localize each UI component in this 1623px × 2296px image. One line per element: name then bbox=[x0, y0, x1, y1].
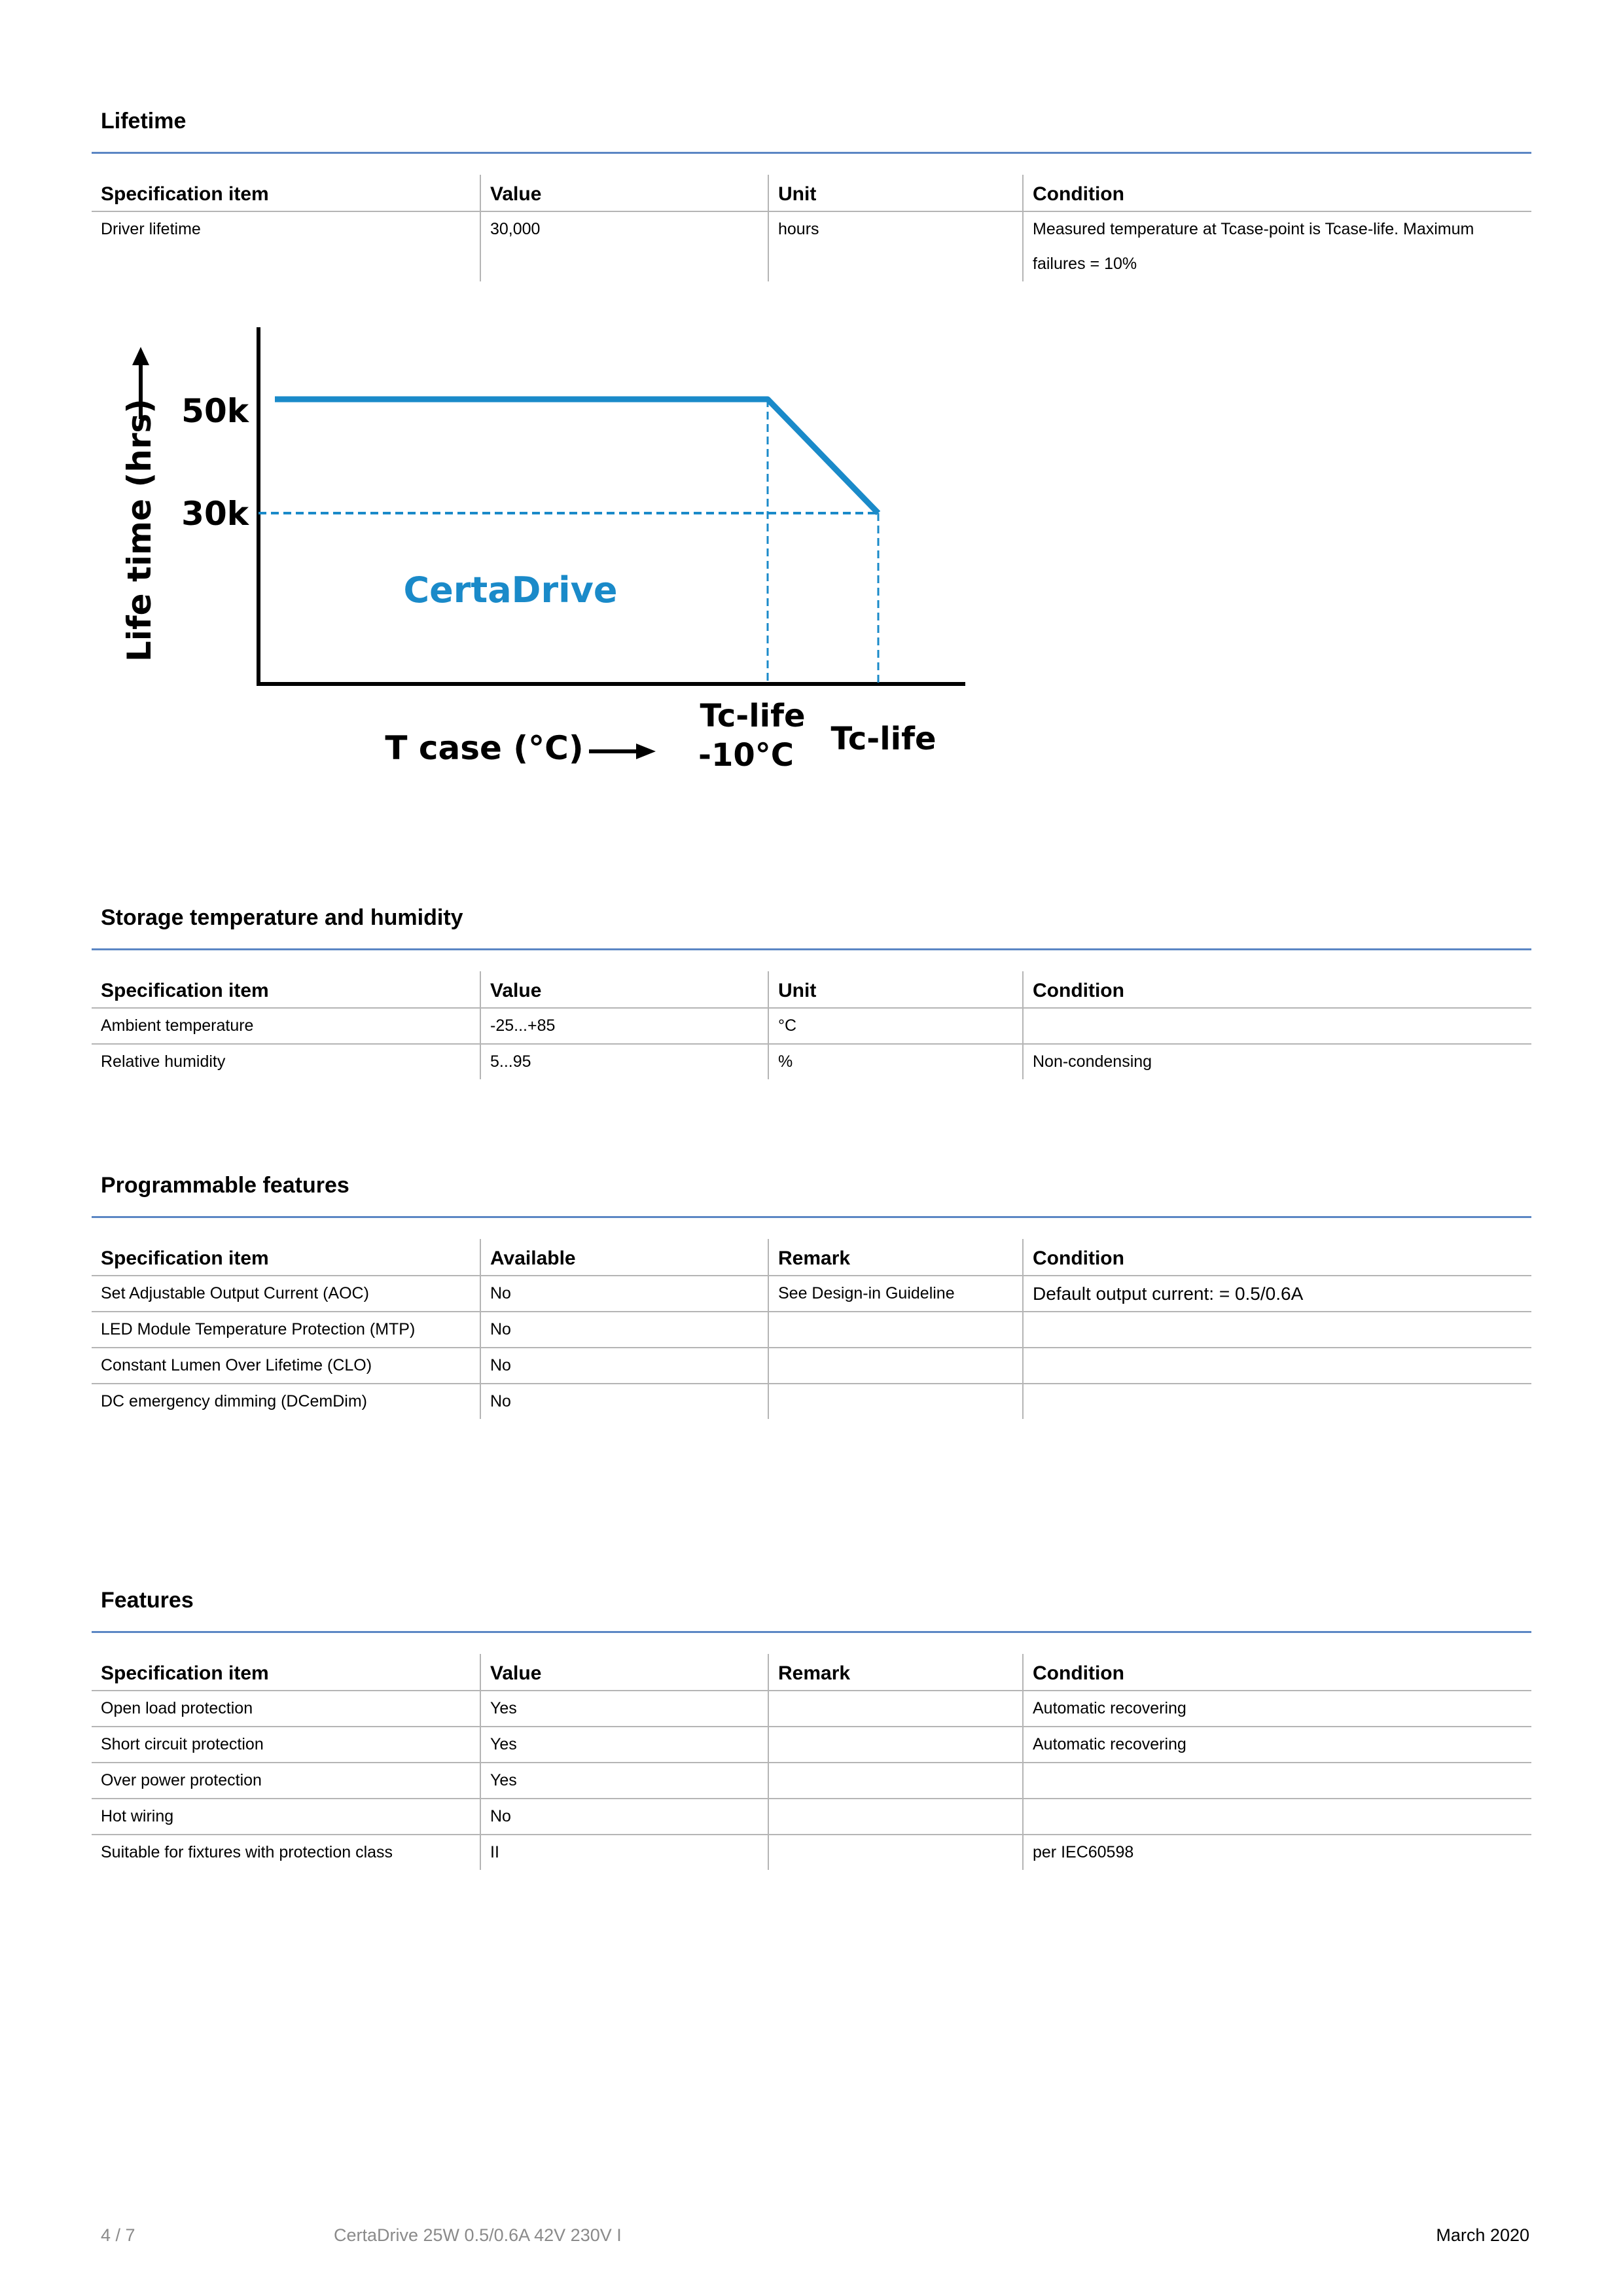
table-cell bbox=[768, 1348, 1023, 1384]
table-cell: hours bbox=[768, 211, 1023, 281]
table-cell: No bbox=[480, 1348, 768, 1384]
table-cell: -25...+85 bbox=[480, 1008, 768, 1044]
section-divider bbox=[92, 1216, 1531, 1218]
table-row bbox=[92, 1691, 1531, 1727]
table-row bbox=[92, 1044, 1531, 1079]
table-cell bbox=[1023, 1348, 1531, 1384]
lifetime-section bbox=[92, 105, 1531, 281]
table-row bbox=[92, 1799, 1531, 1835]
table-cell bbox=[768, 1727, 1023, 1763]
table-cell: No bbox=[480, 1384, 768, 1419]
document-date: March 2020 bbox=[1436, 2225, 1529, 2245]
table-cell bbox=[768, 1312, 1023, 1348]
table-cell: Constant Lumen Over Lifetime (CLO) bbox=[92, 1348, 480, 1384]
section-title: Lifetime bbox=[101, 109, 187, 134]
y-tick-label: 50k bbox=[181, 392, 249, 430]
x-axis-arrow bbox=[589, 744, 656, 759]
table-cell bbox=[1023, 1312, 1531, 1348]
table-cell bbox=[768, 1763, 1023, 1799]
table-cell bbox=[1023, 1008, 1531, 1044]
column-header: Remark bbox=[768, 1654, 1023, 1691]
table-header-row bbox=[92, 1239, 1531, 1276]
table-row bbox=[92, 1763, 1531, 1799]
column-header: Specification item bbox=[92, 175, 480, 211]
chart-axes bbox=[257, 327, 965, 684]
column-header: Unit bbox=[768, 175, 1023, 211]
lifetime-series-line bbox=[275, 399, 878, 513]
section-divider bbox=[92, 152, 1531, 154]
table-row bbox=[92, 1276, 1531, 1312]
table-cell: Suitable for fixtures with protection class bbox=[101, 1843, 393, 1861]
column-header: Value bbox=[480, 1654, 768, 1691]
lifetime-table bbox=[92, 175, 1531, 281]
table-row bbox=[92, 1727, 1531, 1763]
table-row bbox=[92, 1008, 1531, 1044]
table-cell: % bbox=[768, 1044, 1023, 1079]
table-cell: No bbox=[480, 1799, 768, 1835]
page-number: 4 / 7 bbox=[101, 2225, 135, 2245]
table-cell bbox=[768, 1691, 1023, 1727]
table-row bbox=[92, 1312, 1531, 1348]
table-cell: II bbox=[480, 1835, 768, 1870]
product-name: CertaDrive 25W 0.5/0.6A 42V 230V I bbox=[334, 2225, 622, 2245]
table-cell: LED Module Temperature Protection (MTP) bbox=[92, 1312, 480, 1348]
column-header: Available bbox=[480, 1239, 768, 1276]
table-cell: per IEC60598 bbox=[1023, 1835, 1531, 1870]
column-header: Condition bbox=[1023, 1239, 1531, 1276]
column-header: Value bbox=[480, 971, 768, 1008]
lifetime-derating-chart bbox=[98, 314, 982, 798]
table-row bbox=[92, 211, 1531, 281]
table-cell: Relative humidity bbox=[101, 1052, 226, 1071]
x-tick-label: Tc-life -10°C bbox=[698, 698, 806, 774]
table-cell: Yes bbox=[480, 1691, 768, 1727]
programmable-table bbox=[92, 1239, 1531, 1419]
table-cell: Hot wiring bbox=[92, 1799, 480, 1835]
section-title: Features bbox=[101, 1588, 194, 1613]
table-cell bbox=[1023, 1799, 1531, 1835]
storage-table bbox=[92, 971, 1531, 1079]
table-cell: Short circuit protection bbox=[92, 1727, 480, 1763]
column-header: Specification item bbox=[92, 1654, 480, 1691]
x-tick-label: Tc-life bbox=[830, 721, 936, 757]
table-cell bbox=[1023, 1763, 1531, 1799]
table-cell: Ambient temperature bbox=[92, 1008, 480, 1044]
table-cell: Automatic recovering bbox=[1023, 1691, 1531, 1727]
table-cell: Driver lifetime bbox=[101, 220, 201, 238]
section-title: Storage temperature and humidity bbox=[101, 905, 463, 930]
column-header: Specification item bbox=[92, 971, 480, 1008]
y-axis-label: Life time (hrs) bbox=[120, 398, 158, 662]
table-cell: Over power protection bbox=[92, 1763, 480, 1799]
column-header: Condition bbox=[1023, 1654, 1531, 1691]
section-title: Programmable features bbox=[101, 1173, 349, 1198]
column-header: Value bbox=[480, 175, 768, 211]
column-header: Unit bbox=[768, 971, 1023, 1008]
table-cell: No bbox=[480, 1312, 768, 1348]
table-cell: °C bbox=[768, 1008, 1023, 1044]
programmable-section bbox=[92, 1169, 1531, 1419]
table-header-row bbox=[92, 175, 1531, 211]
chart-watermark: CertaDrive bbox=[403, 569, 618, 611]
y-tick-label: 30k bbox=[181, 495, 249, 533]
table-cell: DC emergency dimming (DCemDim) bbox=[101, 1392, 368, 1410]
table-cell bbox=[768, 1799, 1023, 1835]
section-divider bbox=[92, 948, 1531, 950]
features-table bbox=[92, 1654, 1531, 1870]
column-header: Condition bbox=[1023, 971, 1531, 1008]
table-cell: 30,000 bbox=[480, 211, 768, 281]
chart-guides bbox=[259, 399, 878, 684]
table-cell: Yes bbox=[480, 1727, 768, 1763]
table-cell: Automatic recovering bbox=[1023, 1727, 1531, 1763]
table-row bbox=[92, 1835, 1531, 1870]
table-cell: No bbox=[480, 1276, 768, 1312]
features-section bbox=[92, 1584, 1531, 1870]
section-divider bbox=[92, 1631, 1531, 1633]
table-cell bbox=[768, 1835, 1023, 1870]
table-header-row bbox=[92, 1654, 1531, 1691]
chart-series bbox=[275, 399, 878, 513]
column-header: Remark bbox=[768, 1239, 1023, 1276]
table-cell: Open load protection bbox=[92, 1691, 480, 1727]
table-cell: Measured temperature at Tcase-point is Tcase-life. Maximum failures = 10% bbox=[1023, 211, 1531, 281]
table-cell bbox=[768, 1384, 1023, 1419]
table-cell: See Design-in Guideline bbox=[768, 1276, 1023, 1312]
table-cell: Set Adjustable Output Current (AOC) bbox=[92, 1276, 480, 1312]
table-cell bbox=[1023, 1384, 1531, 1419]
storage-section bbox=[92, 901, 1531, 1079]
table-row bbox=[92, 1348, 1531, 1384]
table-row bbox=[92, 1384, 1531, 1419]
table-cell: Yes bbox=[480, 1763, 768, 1799]
column-header: Condition bbox=[1023, 175, 1531, 211]
table-cell: Non-condensing bbox=[1023, 1044, 1531, 1079]
column-header: Specification item bbox=[92, 1239, 480, 1276]
table-cell: 5...95 bbox=[480, 1044, 768, 1079]
table-cell: Default output current: = 0.5/0.6A bbox=[1023, 1276, 1531, 1312]
x-axis-label: T case (°C) bbox=[385, 729, 584, 767]
table-header-row bbox=[92, 971, 1531, 1008]
